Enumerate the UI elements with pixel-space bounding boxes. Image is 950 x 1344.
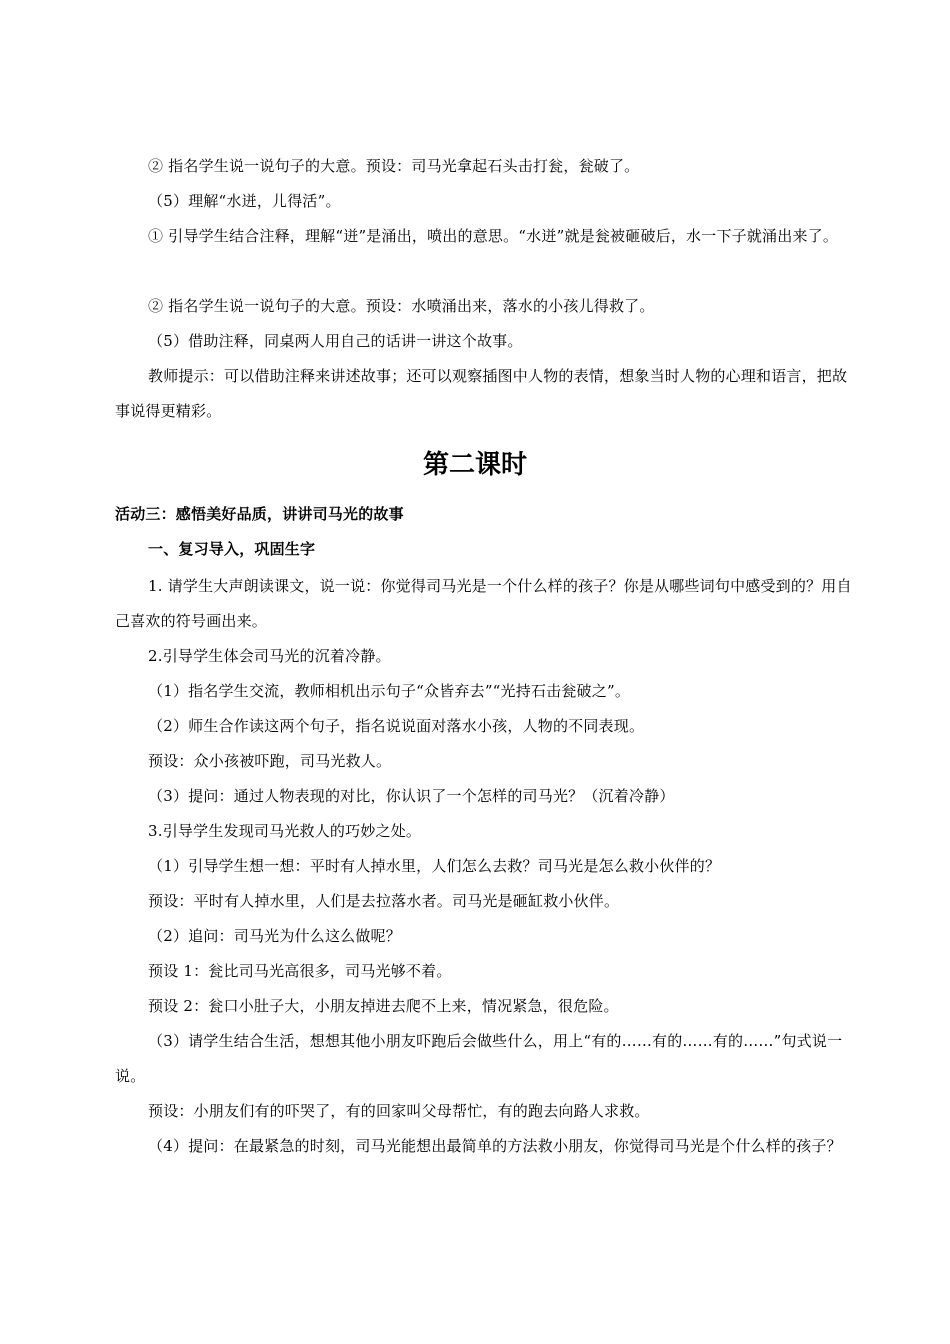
paragraph: 预设：小朋友们有的吓哭了，有的回家叫父母帮忙，有的跑去向路人求救。 [148, 1102, 650, 1120]
paragraph: ① 引导学生结合注释，理解“迸”是涌出，喷出的意思。“水迸”就是瓮被砸破后，水一下子就涌出来了。 [148, 227, 839, 245]
paragraph: （2）追问：司马光为什么这么做呢？ [148, 927, 401, 945]
paragraph: 预设 2：瓮口小肚子大，小朋友掉进去爬不上来，情况紧急，很危险。 [148, 997, 619, 1015]
paragraph: （4）提问：在最紧急的时刻，司马光能想出最简单的方法救小朋友，你觉得司马光是个什么样的孩子？ [148, 1137, 842, 1155]
paragraph: （5）理解“水迸，儿得活”。 [148, 192, 341, 210]
paragraph: 预设：众小孩被吓跑，司马光救人。 [148, 752, 392, 770]
paragraph: 预设 1：瓮比司马光高很多，司马光够不着。 [148, 962, 452, 980]
paragraph: 2.引导学生体会司马光的沉着冷静。 [148, 647, 391, 665]
paragraph: 预设：平时有人掉水里，人们是去拉落水者。司马光是砸缸救小伙伴。 [148, 892, 620, 910]
paragraph: （2）师生合作读这两个句子，指名说说面对落水小孩，人物的不同表现。 [148, 717, 645, 735]
paragraph: （5）借助注释，同桌两人用自己的话讲一讲这个故事。 [148, 332, 523, 350]
lesson-title: 第二课时 [422, 450, 527, 480]
paragraph: ② 指名学生说一说句子的大意。预设：司马光拿起石头击打瓮，瓮破了。 [148, 157, 640, 175]
paragraph: 教师提示：可以借助注释来讲述故事；还可以观察插图中人物的表情，想象当时人物的心理和语言，把故事说得更精彩。 [115, 367, 848, 420]
paragraph: 3.引导学生发现司马光救人的巧妙之处。 [148, 822, 422, 840]
paragraph: （1）指名学生交流，教师相机出示句子“众皆弃去”“光持石击瓮破之”。 [148, 682, 631, 700]
paragraph: （3）提问：通过人物表现的对比，你认识了一个怎样的司马光？（沉着冷静） [148, 787, 675, 805]
paragraph: （1）引导学生想一想：平时有人掉水里，人们怎么去救？司马光是怎么救小伙伴的？ [148, 857, 721, 875]
subsection-title: 一、复习导入，巩固生字 [148, 540, 316, 558]
paragraph: 1. 请学生大声朗读课文，说一说：你觉得司马光是一个什么样的孩子？你是从哪些词句中感受到的？用自己喜欢的符号画出来。 [115, 577, 852, 630]
paragraph: （3）请学生结合生活，想想其他小朋友吓跑后会做些什么，用上“有的……有的……有的……”句式说一说。 [115, 1032, 843, 1085]
activity-title: 活动三：感悟美好品质，讲讲司马光的故事 [115, 505, 404, 523]
paragraph: ② 指名学生说一说句子的大意。预设：水喷涌出来，落水的小孩儿得救了。 [148, 297, 655, 315]
